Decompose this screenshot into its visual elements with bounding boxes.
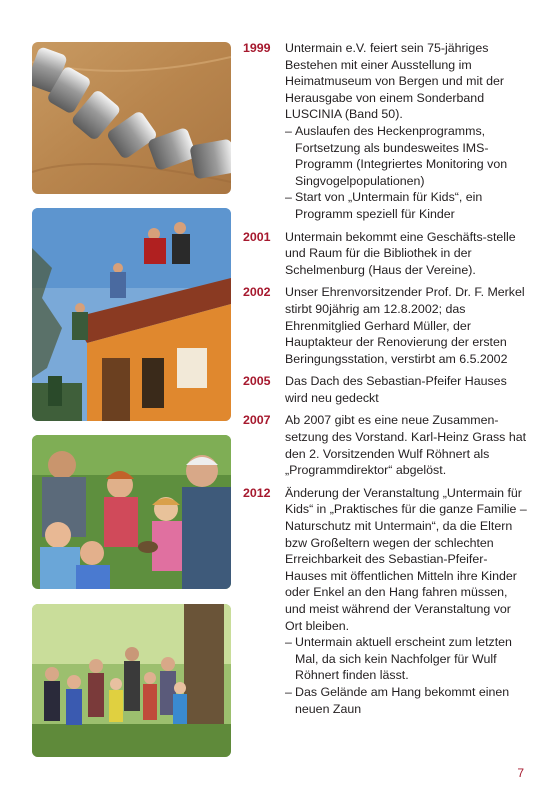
entry-bullet [285, 634, 528, 684]
entry-text: Untermain e.V. feiert sein 75-jähriges Bestehen mit einer Ausstellung im Heimatmuseum von Bergen und mit der Herausgabe von einem Sonderband LUSCINIA (Band 50). [285, 41, 505, 122]
timeline-entry-2005 [243, 373, 528, 406]
bullet-text: Untermain aktuell erscheint zum letzten Mal, da sich kein Nachfolger für Wulf Röhnert finden lässt. [295, 635, 512, 683]
entry-content [285, 412, 528, 478]
year-label: 2001 [243, 229, 271, 244]
entry-content [285, 229, 528, 279]
entry-text: Änderung der Veranstaltung „Untermain für Kids“ in „Praktisches für die ganze Familie – Naturschutz mit Untermain“, da die Eltern bzw Großeltern wegen der schlechten Erreichbarkeit des Sebastian-Pfeifer-Hauses mit öffentlichen Mitteln ihre Kinder oder Enkel an den Hang fahren müssen, und meist während der Veranstaltung vor Ort bleiben. [285, 485, 527, 633]
bullet-text: Auslaufen des Heckenprogramms, Fortsetzung als bundesweites IMS-Programm (Integriertes Monitoring von Singvogelpopulationen) [295, 123, 508, 188]
dash-marker: – [285, 190, 292, 205]
photo-roof-work [32, 208, 231, 421]
timeline-entry-2001 [243, 229, 528, 279]
year-label: 2012 [243, 485, 271, 500]
entry-content [285, 373, 528, 406]
entry-bullet-list [285, 123, 528, 223]
entry-bullet [285, 189, 528, 222]
photo-children-bird [32, 435, 231, 589]
year-label: 2007 [243, 413, 271, 428]
photo-group-garden [32, 604, 231, 757]
entry-bullet [285, 684, 528, 717]
dash-marker: – [285, 123, 292, 138]
entry-bullet-list [285, 634, 528, 717]
entry-text: Ab 2007 gibt es eine neue Zusammen-setzung des Vorstand. Karl-Heinz Grass hat den 2. Vorsitzenden Wulf Röhnert als „Programmdirektor“ abgelöst. [285, 413, 527, 478]
dash-marker: – [285, 635, 292, 650]
timeline-entry-1999 [243, 40, 528, 223]
dash-marker: – [285, 684, 292, 699]
timeline-entry-2012 [243, 485, 528, 717]
entry-text: Untermain bekommt eine Geschäfts-stelle und Raum für die Bibliothek in der Schelmenburg (Haus der Vereine). [285, 229, 516, 277]
entry-content [285, 40, 528, 223]
entry-content [285, 485, 528, 717]
entry-bullet [285, 123, 528, 189]
timeline-entry-2007 [243, 412, 528, 478]
timeline-entry-2002 [243, 284, 528, 367]
bullet-text: Start von „Untermain für Kids“, ein Programm speziell für Kinder [295, 190, 483, 221]
timeline [243, 40, 528, 723]
year-label: 1999 [243, 41, 271, 55]
entry-content [285, 284, 528, 367]
entry-text: Unser Ehrenvorsitzender Prof. Dr. F. Merkel stirbt 90jährig am 12.8.2002; das Ehrenmitglied Gerhard Müller, der Hauptakteur der Renovierung der ersten Beringungsstation, verstirbt am 6.5.2002 [285, 285, 525, 366]
page-number: 7 [517, 766, 524, 780]
year-label: 2002 [243, 285, 271, 300]
year-label: 2005 [243, 374, 271, 389]
photo-bird-rings [32, 42, 231, 194]
bullet-text: Das Gelände am Hang bekommt einen neuen Zaun [295, 684, 510, 716]
entry-text: Das Dach des Sebastian-Pfeifer Hauses wird neu gedeckt [285, 374, 507, 405]
